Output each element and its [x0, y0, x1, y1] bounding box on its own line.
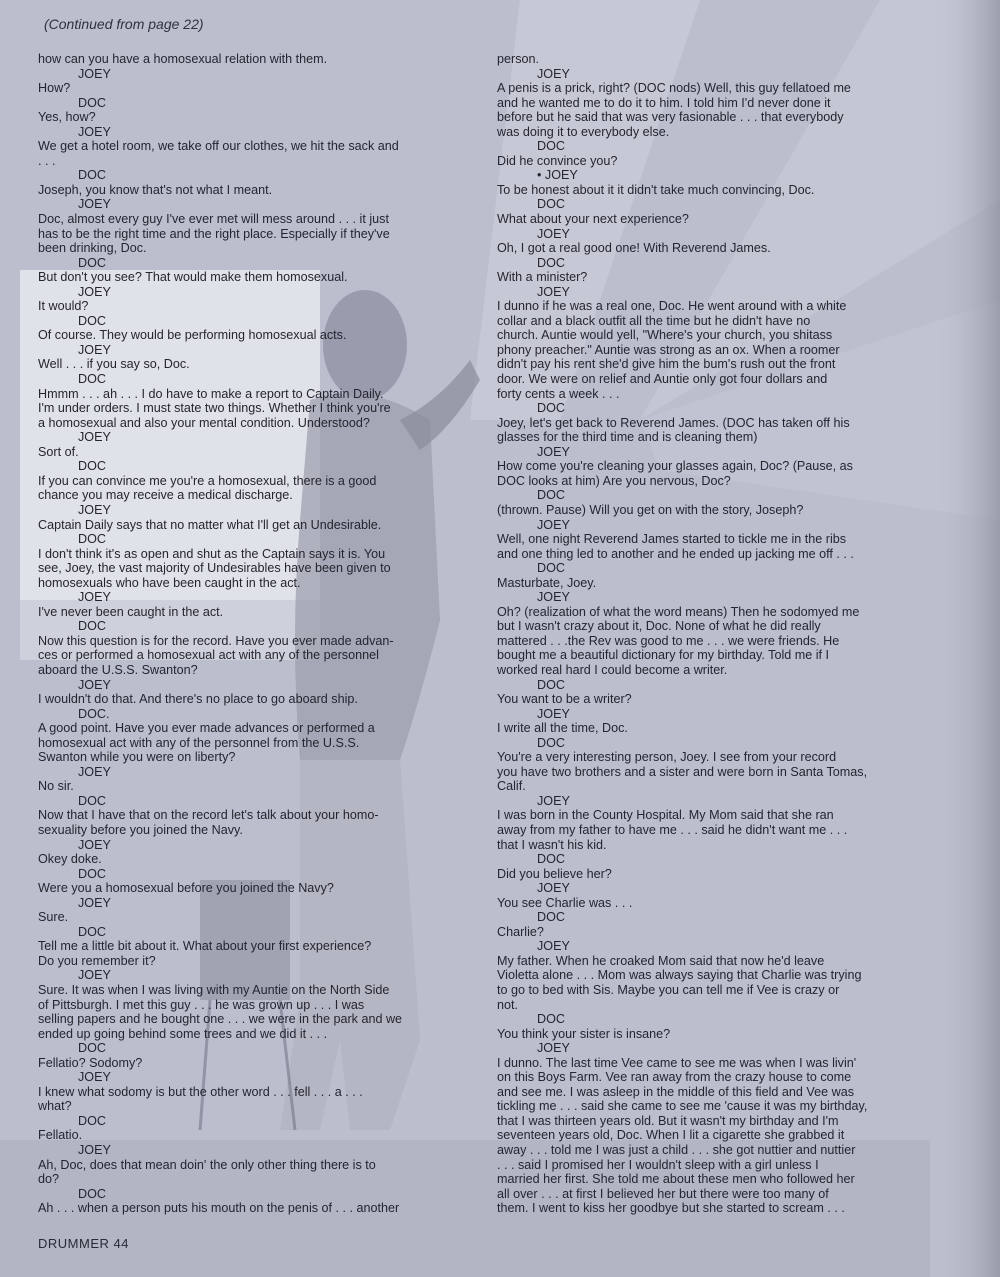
- dialogue-line: It would?: [38, 299, 89, 314]
- dialogue-line: Ah, Doc, does that mean doin' the only other thing there is to: [38, 1157, 376, 1172]
- speaker-name: DOC: [78, 168, 106, 183]
- speaker-name: DOC: [537, 255, 565, 270]
- dialogue-line: church. Auntie would yell, "Where's your church, you shitass: [497, 328, 833, 343]
- dialogue-line: selling papers and he bought one . . . we were in the park and we: [38, 1012, 403, 1027]
- dialogue-line: Joey, let's get back to Reverend James. (DOC has taken off his: [497, 415, 850, 430]
- dialogue-line: see, Joey, the vast majority of Undesirables have been given to: [38, 561, 391, 576]
- dialogue-line: not.: [497, 997, 519, 1012]
- dialogue-line: Tell me a little bit about it. What about your first experience?: [38, 939, 372, 954]
- speaker-name: JOEY: [78, 342, 111, 357]
- dialogue-line: Oh, I got a real good one! With Reverend James.: [497, 241, 771, 256]
- dialogue-line: all over . . . at first I believed her but there were too many of: [497, 1186, 829, 1201]
- dialogue-line: With a minister?: [497, 270, 588, 285]
- speaker-name: JOEY: [537, 793, 570, 808]
- dialogue-line: been drinking, Doc.: [38, 241, 147, 256]
- speaker-name: JOEY: [78, 677, 111, 692]
- speaker-name: DOC: [537, 852, 565, 867]
- dialogue-line: Masturbate, Joey.: [497, 575, 597, 590]
- speaker-name: DOC: [537, 197, 565, 212]
- dialogue-line: to go to bed with Sis. Maybe you can tell me if Vee is crazy or: [497, 983, 840, 997]
- speaker-name: DOC: [78, 95, 106, 110]
- dialogue-line: Did he convince you?: [497, 153, 618, 168]
- dialogue-line: A penis is a prick, right? (DOC nods) Well, this guy fellatoed me: [497, 81, 851, 96]
- dialogue-line: My father. When he croaked Mom said that now he'd leave: [497, 953, 825, 968]
- speaker-name: DOC: [78, 793, 106, 808]
- dialogue-line: homosexuals who have been caught in the act.: [38, 575, 301, 590]
- dialogue-line: collar and a black outfit all the time but he didn't have no: [497, 313, 811, 328]
- speaker-name: DOC: [537, 401, 565, 416]
- dialogue-line: You see Charlie was . . .: [497, 895, 633, 910]
- speaker-name: JOEY: [78, 66, 111, 81]
- speaker-name: JOEY: [78, 284, 111, 299]
- speaker-name: DOC: [78, 866, 106, 881]
- dialogue-line: door. We were on relief and Auntie only got four dollars and: [497, 372, 828, 387]
- speaker-name: DOC: [78, 459, 106, 474]
- dialogue-line: Well . . . if you say so, Doc.: [38, 357, 190, 372]
- dialogue-line: tickling me . . . said she came to see me 'cause it was my birthday,: [497, 1099, 868, 1114]
- speaker-name: DOC: [78, 1041, 106, 1056]
- dialogue-line: To be honest about it it didn't take much convincing, Doc.: [497, 182, 815, 197]
- dialogue-line: Did you believe her?: [497, 866, 612, 881]
- dialogue-line: Joseph, you know that's not what I meant.: [38, 182, 273, 197]
- left-text-column: [38, 52, 474, 1216]
- speaker-name: DOC: [78, 372, 106, 387]
- dialogue-line: . . .: [38, 153, 56, 168]
- dialogue-line: What about your next experience?: [497, 212, 689, 227]
- dialogue-line: ended up going behind some trees and we did it . . .: [38, 1026, 328, 1041]
- dialogue-line: person.: [497, 52, 540, 66]
- dialogue-line: Of course. They would be performing homosexual acts.: [38, 328, 347, 343]
- speaker-name: JOEY: [537, 1041, 570, 1056]
- speaker-name: JOEY: [537, 706, 570, 721]
- dialogue-line: away from my father to have me . . . said he didn't want me . . .: [497, 822, 848, 837]
- dialogue-line: Ah . . . when a person puts his mouth on the penis of . . . another: [38, 1201, 400, 1216]
- speaker-name: JOEY: [537, 939, 570, 954]
- dialogue-line: No sir.: [38, 779, 74, 794]
- dialogue-line: has to be the right time and the right place. Especially if they've: [38, 226, 390, 241]
- dialogue-line: I wouldn't do that. And there's no place to go aboard ship.: [38, 692, 358, 707]
- dialogue-line: . . . said I promised her I wouldn't sleep with a girl unless I: [497, 1157, 819, 1172]
- speaker-name: DOC: [537, 910, 565, 925]
- speaker-name: JOEY: [537, 226, 570, 241]
- dialogue-line: and he wanted me to do it to him. I told him I'd never done it: [497, 95, 831, 110]
- speaker-name: JOEY: [537, 284, 570, 299]
- dialogue-line: how can you have a homosexual relation with them.: [38, 52, 328, 66]
- speaker-name: DOC: [78, 924, 106, 939]
- dialogue-line: How come you're cleaning your glasses again, Doc? (Pause, as: [497, 459, 853, 474]
- dialogue-line: Fellatio? Sodomy?: [38, 1055, 143, 1070]
- dialogue-line: glasses for the third time and is cleaning them): [497, 430, 758, 445]
- dialogue-line: before but he said that was very fasionable . . . that everybody: [497, 110, 844, 125]
- speaker-name: DOC: [537, 735, 565, 750]
- dialogue-line: on this Boys Farm. Vee ran away from the crazy house to come: [497, 1070, 852, 1085]
- dialogue-line: forty cents a week . . .: [497, 386, 620, 401]
- dialogue-line: DOC looks at him) Are you nervous, Doc?: [497, 473, 731, 488]
- speaker-name: JOEY: [78, 124, 111, 139]
- dialogue-line: aboard the U.S.S. Swanton?: [38, 662, 198, 677]
- dialogue-line: Well, one night Reverend James started to tickle me in the ribs: [497, 532, 847, 547]
- speaker-name: JOEY: [537, 590, 570, 605]
- dialogue-line: seventeen years old, Doc. When I lit a cigarette she grabbed it: [497, 1128, 845, 1143]
- speaker-name: JOEY: [78, 968, 111, 983]
- dialogue-line: married her first. She told me about these men who followed her: [497, 1172, 855, 1187]
- speaker-name: DOC: [537, 1012, 565, 1027]
- dialogue-line: I write all the time, Doc.: [497, 721, 628, 736]
- dialogue-line: of Pittsburgh. I met this guy . . . he was grown up . . . I was: [38, 997, 365, 1012]
- speaker-name: JOEY: [537, 881, 570, 896]
- dialogue-line: Sure. It was when I was living with my Auntie on the North Side: [38, 983, 390, 997]
- speaker-name: JOEY: [537, 517, 570, 532]
- dialogue-line: Doc, almost every guy I've ever met will mess around . . . it just: [38, 212, 389, 227]
- speaker-name: DOC.: [78, 706, 110, 721]
- speaker-name: DOC: [78, 532, 106, 547]
- dialogue-line: that I was thirteen years old. But it wasn't my birthday and I'm: [497, 1113, 839, 1128]
- dialogue-line: and see me. I was asleep in the middle of this field and Vee was: [497, 1084, 855, 1099]
- speaker-name: DOC: [78, 255, 106, 270]
- dialogue-line: a homosexual and also your mental condition. Understood?: [38, 415, 370, 430]
- dialogue-line: away . . . told me I was just a child . . . she got nuttier and nuttier: [497, 1143, 856, 1158]
- dialogue-line: Charlie?: [497, 924, 544, 939]
- dialogue-line: (thrown. Pause) Will you get on with the story, Joseph?: [497, 502, 804, 517]
- dialogue-line: ces or performed a homosexual act with any of the personnel: [38, 648, 379, 663]
- continued-from-label: (Continued from page 22): [44, 16, 204, 32]
- speaker-name: JOEY: [78, 1070, 111, 1085]
- speaker-name: JOEY: [537, 66, 570, 81]
- speaker-name: JOEY: [78, 837, 111, 852]
- speaker-name: JOEY: [78, 764, 111, 779]
- dialogue-line: didn't pay his rent she'd give him the bum's rush out the front: [497, 357, 836, 372]
- dialogue-line: phony preacher." Auntie was strong as an ox. When a roomer: [497, 342, 840, 357]
- dialogue-line: Okey doke.: [38, 852, 102, 867]
- dialogue-line: Violetta alone . . . Mom was always saying that Charlie was trying: [497, 968, 862, 983]
- dialogue-line: Now this question is for the record. Have you ever made advan-: [38, 633, 394, 648]
- dialogue-line: I've never been caught in the act.: [38, 604, 224, 619]
- speaker-name: DOC: [78, 1113, 106, 1128]
- speaker-name: JOEY: [78, 1143, 111, 1158]
- speaker-name: DOC: [537, 561, 565, 576]
- speaker-name: DOC: [537, 488, 565, 503]
- dialogue-line: A good point. Have you ever made advances or performed a: [38, 721, 375, 736]
- dialogue-line: Sort of.: [38, 444, 79, 459]
- speaker-name: JOEY: [78, 895, 111, 910]
- dialogue-line: you have two brothers and a sister and were born in Santa Tomas,: [497, 764, 868, 779]
- dialogue-line: chance you may receive a medical discharge.: [38, 488, 293, 503]
- dialogue-line: worked real hard I could become a writer.: [497, 662, 728, 677]
- dialogue-line: I was born in the County Hospital. My Mom said that she ran: [497, 808, 834, 823]
- dialogue-line: was doing it to everybody else.: [497, 124, 670, 139]
- dialogue-line: Calif.: [497, 779, 526, 794]
- dialogue-line: You're a very interesting person, Joey. I see from your record: [497, 750, 837, 765]
- dialogue-line: If you can convince me you're a homosexual, there is a good: [38, 473, 377, 488]
- dialogue-line: Swanton while you were on liberty?: [38, 750, 236, 765]
- dialogue-line: I dunno if he was a real one, Doc. He went around with a white: [497, 299, 847, 314]
- dialogue-line: Yes, how?: [38, 110, 96, 125]
- speaker-name: JOEY: [78, 590, 111, 605]
- speaker-name: DOC: [78, 313, 106, 328]
- dialogue-line: You want to be a writer?: [497, 692, 632, 707]
- dialogue-line: sexuality before you joined the Navy.: [38, 822, 243, 837]
- dialogue-line: homosexual act with any of the personnel from the U.S.S.: [38, 735, 360, 750]
- dialogue-line: but I wasn't crazy about it, Doc. None of what he did really: [497, 619, 821, 634]
- dialogue-line: them. I went to kiss her goodbye but she started to scream . . .: [497, 1201, 845, 1216]
- page-folio: DRUMMER 44: [38, 1236, 129, 1251]
- dialogue-line: I dunno. The last time Vee came to see me was when I was livin': [497, 1055, 857, 1070]
- dialogue-line: We get a hotel room, we take off our clothes, we hit the sack and: [38, 139, 399, 154]
- speaker-name: JOEY: [78, 197, 111, 212]
- dialogue-line: Sure.: [38, 910, 69, 925]
- dialogue-line: do?: [38, 1172, 60, 1187]
- dialogue-line: bought me a beautiful dictionary for my birthday. Told me if I: [497, 648, 830, 663]
- dialogue-line: But don't you see? That would make them homosexual.: [38, 270, 348, 285]
- dialogue-line: You think your sister is insane?: [497, 1026, 671, 1041]
- dialogue-line: Do you remember it?: [38, 953, 156, 968]
- speaker-name: • JOEY: [537, 168, 578, 183]
- speaker-name: DOC: [78, 1186, 106, 1201]
- dialogue-line: I knew what sodomy is but the other word . . . fell . . . a . . .: [38, 1084, 363, 1099]
- dialogue-line: How?: [38, 81, 71, 96]
- dialogue-line: Fellatio.: [38, 1128, 83, 1143]
- dialogue-line: I'm under orders. I must state two things. Whether I think you're: [38, 401, 391, 416]
- dialogue-line: I don't think it's as open and shut as the Captain says it is. You: [38, 546, 386, 561]
- dialogue-line: and one thing led to another and he ended up jacking me off . . .: [497, 546, 854, 561]
- right-text-column: [497, 52, 933, 1216]
- dialogue-line: what?: [38, 1099, 72, 1114]
- dialogue-line: Were you a homosexual before you joined the Navy?: [38, 881, 334, 896]
- dialogue-line: Now that I have that on the record let's talk about your homo-: [38, 808, 379, 823]
- speaker-name: JOEY: [78, 430, 111, 445]
- dialogue-line: Captain Daily says that no matter what I'll get an Undesirable.: [38, 517, 382, 532]
- speaker-name: DOC: [537, 677, 565, 692]
- speaker-name: JOEY: [537, 444, 570, 459]
- dialogue-line: Oh? (realization of what the word means) Then he sodomyed me: [497, 604, 860, 619]
- speaker-name: DOC: [537, 139, 565, 154]
- speaker-name: DOC: [78, 619, 106, 634]
- dialogue-line: that I wasn't his kid.: [497, 837, 607, 852]
- speaker-name: JOEY: [78, 502, 111, 517]
- dialogue-line: Hmmm . . . ah . . . I do have to make a report to Captain Daily.: [38, 386, 384, 401]
- dialogue-line: mattered . . .the Rev was good to me . . . we were friends. He: [497, 633, 840, 648]
